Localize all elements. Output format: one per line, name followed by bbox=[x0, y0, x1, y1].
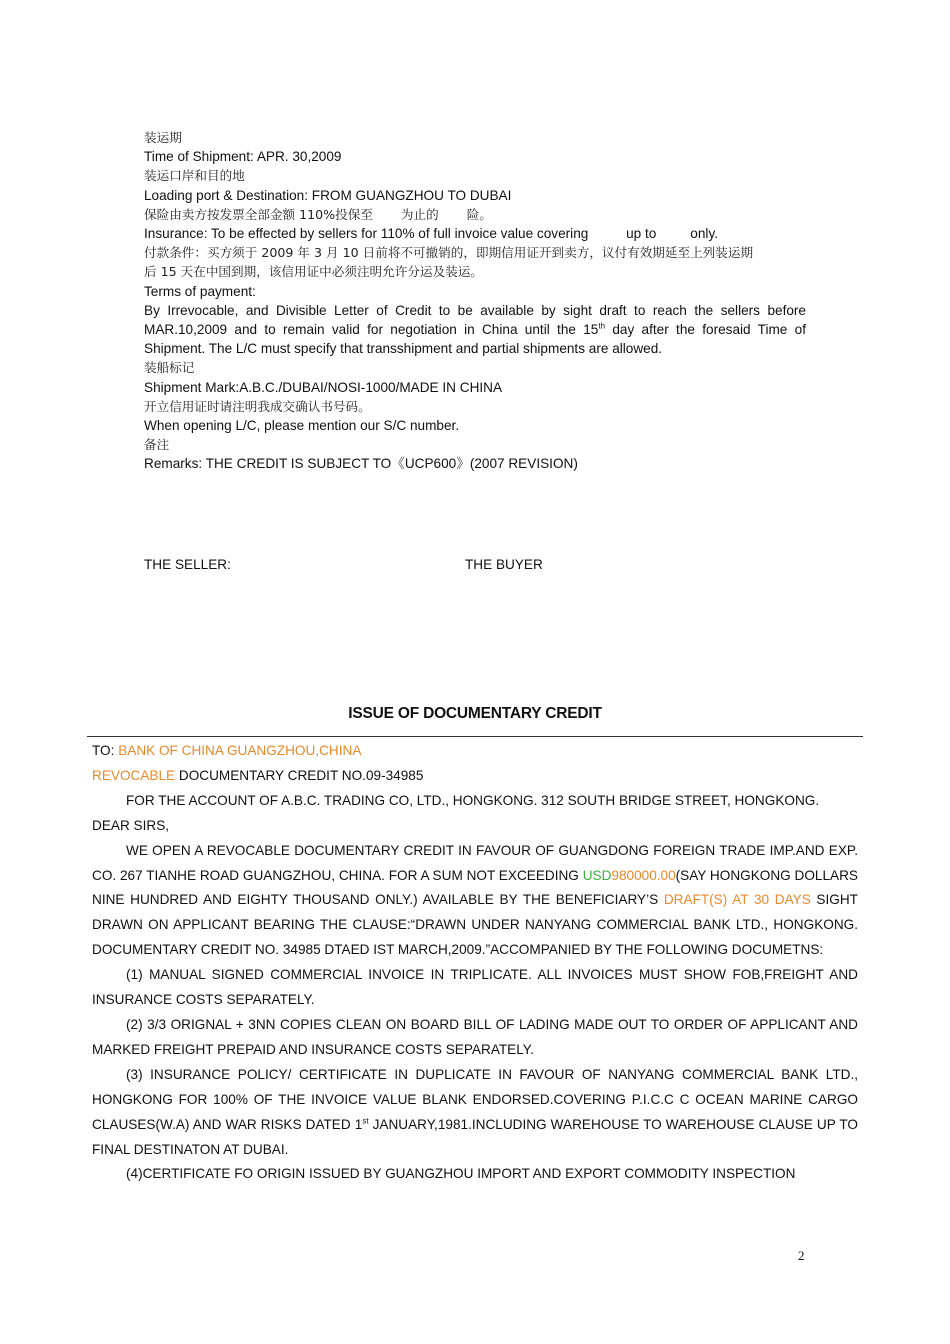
page-number: 2 bbox=[798, 1248, 805, 1263]
insurance: Insurance: To be effected by sellers for 110% of full invoice value covering up to only. bbox=[144, 226, 719, 242]
payment-label: Terms of payment: bbox=[144, 283, 256, 299]
shipment-mark: Shipment Mark:A.B.C./DUBAI/NOSI-1000/MADE IN CHINA bbox=[144, 379, 503, 395]
payment-cn-line1: 付款条件：买方须于 2009 年 3 月 10 日前将不可撤销的，即期信用证开到卖方，议付有效期延至上列装运期 bbox=[144, 245, 754, 261]
draft-term: DRAFT(S) AT 30 DAYS bbox=[663, 892, 811, 908]
seller-signature-label: THE SELLER: bbox=[144, 557, 231, 572]
credit-body bbox=[92, 739, 858, 1187]
shipment-time-cn: 装运期 bbox=[144, 130, 182, 145]
opening-cn: 开立信用证时请注明我成交确认书号码。 bbox=[144, 398, 371, 414]
document-item-2: (2) 3/3 ORIGNAL + 3NN COPIES CLEAN ON BOARD BILL OF LADING MADE OUT TO ORDER OF APPLICANT AND MARKED FREIGHT PREPAID AND INSURANCE COSTS SEPARATELY. bbox=[92, 1016, 858, 1057]
currency: USD bbox=[582, 867, 612, 883]
document-item-4: (4)CERTIFICATE FO ORIGIN ISSUED BY GUANGZHOU IMPORT AND EXPORT COMMODITY INSPECTION bbox=[126, 1166, 796, 1182]
credit-title: ISSUE OF DOCUMENTARY CREDIT bbox=[348, 705, 602, 722]
loading-port-cn: 装运口岸和目的地 bbox=[144, 168, 245, 184]
document-item-1: (1) MANUAL SIGNED COMMERCIAL INVOICE IN TRIPLICATE. ALL INVOICES MUST SHOW FOB,FREIGHT AND INSURANCE COSTS SEPARATELY. bbox=[92, 967, 858, 1008]
credit-to: TO: BANK OF CHINA GUANGZHOU,CHINA bbox=[92, 743, 362, 758]
credit-opening-paragraph: WE OPEN A REVOCABLE DOCUMENTARY CREDIT IN FAVOUR OF GUANGDONG FOREIGN TRADE IMP.AND EXP. CO. 267 TIANHE ROAD GUANGZHOU, CHINA. FOR A SUM NOT EXCEEDING USD980000.00(SAY HONGKONG DOLLARS NINE HUNDRED AND EIGHTY THOUSAND ONLY.) AVAILABLE BY THE BENEFICIARY’S DRAFT(S) AT 30 DAYS SIGHT DRAWN ON APPLICANT BEARING THE CLAUSE:“DRAWN UNDER NANYANG COMMERCIAL BANK LTD., HONGKONG. DOCUMENTARY CREDIT NO. 34985 DTAED IST MARCH,2009.”ACCOMPANIED BY THE FOLLOWING DOCUMETNS: bbox=[92, 842, 858, 958]
credit-number: REVOCABLE DOCUMENTARY CREDIT NO.09-34985 bbox=[92, 767, 424, 783]
buyer-signature-label: THE BUYER bbox=[465, 557, 543, 572]
remarks: Remarks: THE CREDIT IS SUBJECT TO《UCP600》(2007 REVISION) bbox=[144, 456, 578, 472]
salutation: DEAR SIRS, bbox=[92, 817, 170, 833]
insurance-cn: 保险由卖方按发票全部金额 110%投保至 为止的 险。 bbox=[144, 206, 492, 222]
loading-port: Loading port & Destination: FROM GUANGZHOU TO DUBAI bbox=[144, 187, 512, 203]
document-item-3: (3) INSURANCE POLICY/ CERTIFICATE IN DUPLICATE IN FAVOUR OF NANYANG COMMERCIAL BANK LTD., HONGKONG FOR 100% OF THE INVOICE VALUE BLANK ENDORSED.COVERING P.I.C.C C OCEAN MARINE CARGO CLAUSES(W.A) AND WAR RISKS DATED 1st JANUARY,1981.INCLUDING WAREHOUSE TO WAREHOUSE CLAUSE UP TO FINAL DESTINATON AT DUBAI. bbox=[92, 1066, 859, 1157]
title-divider bbox=[87, 736, 863, 737]
revocable-label: REVOCABLE bbox=[92, 767, 176, 783]
opening-note: When opening L/C, please mention our S/C number. bbox=[144, 418, 460, 434]
payment-cn-line2: 后 15 天在中国到期，该信用证中必须注明允许分运及装运。 bbox=[144, 264, 483, 280]
shipment-time: Time of Shipment: APR. 30,2009 bbox=[144, 149, 342, 165]
credit-account: FOR THE ACCOUNT OF A.B.C. TRADING CO, LTD., HONGKONG. 312 SOUTH BRIDGE STREET, HONGKONG. bbox=[126, 792, 820, 808]
shipment-mark-cn: 装船标记 bbox=[144, 360, 195, 376]
to-bank: BANK OF CHINA GUANGZHOU,CHINA bbox=[118, 743, 362, 758]
payment-text: By Irrevocable, and Divisible Letter of Credit to be available by sight draft to reach the sellers before MAR.10,2009 and to remain valid for negotiation in China until the 15th day after the foresaid Time of Shipment. The L/C must specify that transshipment and partial shipments are allowed. bbox=[144, 302, 806, 357]
contract-terms bbox=[144, 128, 806, 474]
amount: 980000.00 bbox=[611, 867, 676, 883]
remarks-cn: 备注 bbox=[144, 437, 170, 453]
